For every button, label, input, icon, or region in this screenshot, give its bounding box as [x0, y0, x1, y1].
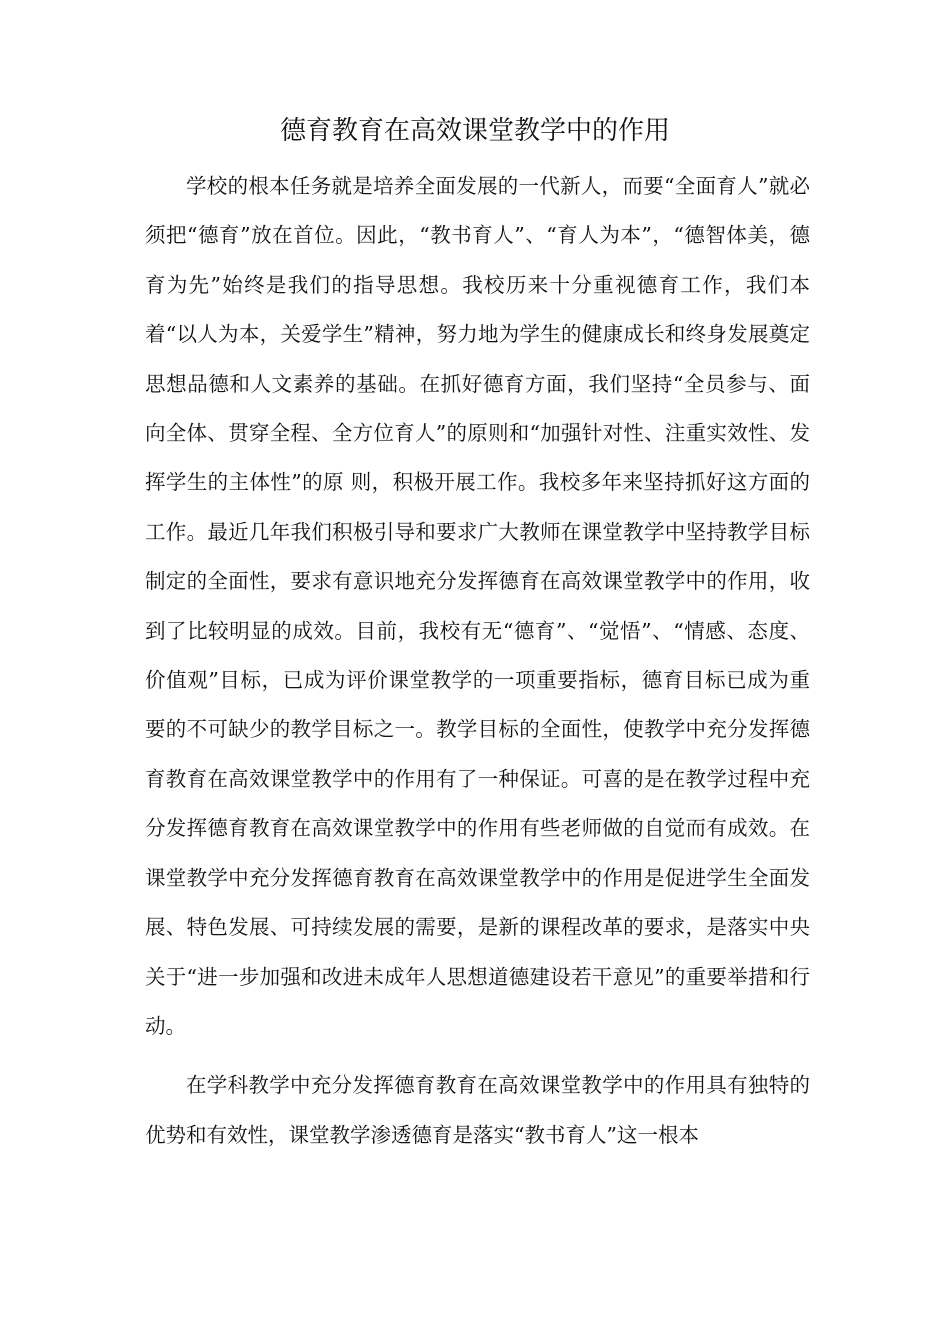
paragraph-1: 学校的根本任务就是培养全面发展的一代新人，而要“全面育人”就必须把“德育”放在首位。因此，“教书育人”、“育人为本”，“德智体美，德育为先”始终是我们的指导思想。我校历来十分重视德育工作，我们本着“以人为本，关爱学生”精神，努力地为学生的健康成长和终身发展奠定思想品德和人文素养的基础。在抓好德育方面，我们坚持“全员参与、面向全体、贯穿全程、全方位育人”的原则和“加强针对性、注重实效性、发挥学生的主体性”的原 则，积极开展工作。我校多年来坚持抓好这方面的工作。最近几年我们积极引导和要求广大教师在课堂教学中坚持教学目标制定的全面性，要求有意识地充分发挥德育在高效课堂教学中的作用，收到了比较明显的成效。目前，我校有无“德育”、“觉悟”、“情感、态度、价值观”目标，已成为评价课堂教学的一项重要指标，德育目标已成为重要的不可缺少的教学目标之一。教学目标的全面性，使教学中充分发挥德育教育在高效课堂教学中的作用有了一种保证。可喜的是在教学过程中充分发挥德育教育在高效课堂教学中的作用有些老师做的自觉而有成效。在课堂教学中充分发挥德育教育在高效课堂教学中的作用是促进学生全面发展、特色发展、可持续发展的需要，是新的课程改革的要求，是落实中央关于“进一步加强和改进未成年人思想道德建设若干意见”的重要举措和行动。 — [145, 174, 810, 1038]
document-title: 德育教育在高效课堂教学中的作用 — [279, 116, 670, 146]
document-body — [145, 162, 810, 1170]
paragraph-2: 在学科教学中充分发挥德育教育在高效课堂教学中的作用具有独特的优势和有效性，课堂教学渗透德育是落实“教书育人”这一根本 — [145, 1073, 810, 1147]
